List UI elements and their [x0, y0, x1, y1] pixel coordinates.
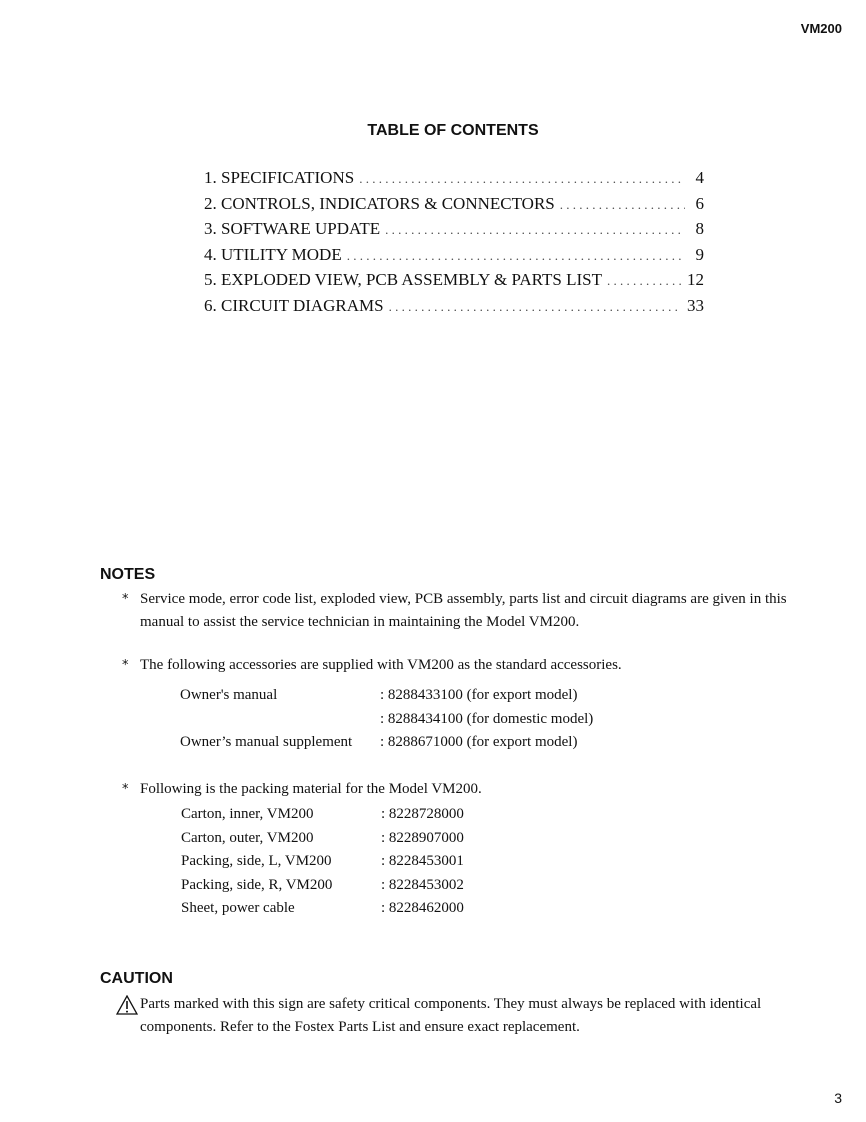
caution-text-line: components. Refer to the Fostex Parts List and ensure exact replacement. [140, 1019, 580, 1035]
item-name: Carton, inner, VM200 [181, 806, 314, 822]
caution-text-line: Parts marked with this sign are safety critical components. They must always be replaced with identical [140, 996, 762, 1012]
item-name: Packing, side, L, VM200 [181, 853, 332, 869]
toc-leader-dots [389, 299, 682, 315]
note-item [122, 778, 822, 801]
toc-entry-label: 2. CONTROLS, INDICATORS & CONNECTORS [204, 193, 555, 213]
item-part-number: : 8228907000 [381, 829, 464, 846]
caution-heading: CAUTION [100, 970, 173, 987]
item-name: Carton, outer, VM200 [181, 829, 314, 846]
warning-triangle-icon [116, 995, 138, 1015]
list-item [181, 850, 464, 874]
list-item [181, 874, 464, 898]
toc-entry-circuit-diagrams[interactable] [204, 296, 704, 322]
toc-entry-label: 5. EXPLODED VIEW, PCB ASSEMBLY & PARTS LIST [204, 270, 602, 289]
list-item [181, 897, 464, 921]
list-item [181, 827, 464, 851]
page-number: 3 [834, 1090, 842, 1106]
note-text-line: Following is the packing material for the Model VM200. [140, 781, 482, 797]
item-part-number: : 8228462000 [381, 900, 464, 916]
toc-entry-label: 6. CIRCUIT DIAGRAMS [204, 295, 384, 315]
list-item [180, 684, 593, 708]
accessories-list [180, 684, 593, 755]
note-item [122, 654, 822, 677]
bullet-asterisk: * [122, 782, 129, 797]
toc-entry-utility-mode[interactable] [204, 245, 704, 271]
toc-entry-specifications[interactable] [204, 168, 704, 194]
notes-heading: NOTES [100, 566, 156, 583]
table-of-contents [204, 168, 704, 321]
list-item [180, 708, 593, 732]
note-text-line: Service mode, error code list, exploded view, PCB assembly, parts list and circuit diagrams are given in this [140, 591, 787, 607]
toc-entry-label: 4. UTILITY MODE [204, 244, 342, 264]
toc-leader-dots [347, 248, 685, 264]
item-name: Owner’s manual supplement [180, 734, 353, 750]
item-name: Packing, side, R, VM200 [181, 876, 333, 893]
toc-entry-page: 8 [695, 219, 704, 238]
item-name: Sheet, power cable [181, 900, 295, 916]
toc-leader-dots [359, 171, 685, 187]
caution-text [116, 993, 826, 1039]
bullet-asterisk: * [122, 658, 129, 673]
note-text-line: manual to assist the service technician in maintaining the Model VM200. [140, 614, 580, 630]
toc-leader-dots [607, 273, 682, 289]
model-header: VM200 [800, 21, 842, 36]
item-part-number: : 8228453002 [381, 876, 464, 893]
toc-entry-label: 1. SPECIFICATIONS [204, 168, 355, 187]
item-part-number: : 8288671000 (for export model) [380, 734, 578, 750]
toc-entry-exploded-view[interactable] [204, 270, 704, 296]
toc-entry-page: 9 [695, 244, 704, 264]
packing-list [181, 803, 464, 921]
list-item [180, 731, 593, 755]
item-name [180, 708, 380, 732]
toc-leader-dots [560, 197, 685, 213]
item-part-number: : 8228728000 [381, 806, 464, 822]
toc-entry-page: 4 [695, 168, 704, 187]
item-part-number: : 8228453001 [381, 853, 464, 869]
toc-entry-page: 12 [687, 270, 704, 289]
note-text-line: The following accessories are supplied with VM200 as the standard accessories. [140, 657, 622, 673]
toc-entry-page: 33 [687, 295, 704, 315]
note-item [122, 588, 822, 634]
bullet-asterisk: * [122, 592, 129, 607]
list-item [181, 803, 464, 827]
toc-title: TABLE OF CONTENTS [367, 122, 539, 139]
toc-entry-page: 6 [695, 193, 704, 213]
item-part-number: : 8288433100 (for export model) [380, 687, 578, 703]
item-part-number: : 8288434100 (for domestic model) [380, 710, 594, 727]
toc-leader-dots [385, 222, 685, 238]
toc-entry-label: 3. SOFTWARE UPDATE [204, 219, 381, 238]
item-name: Owner's manual [180, 687, 278, 703]
toc-entry-controls[interactable] [204, 194, 704, 220]
toc-entry-software-update[interactable] [204, 219, 704, 245]
